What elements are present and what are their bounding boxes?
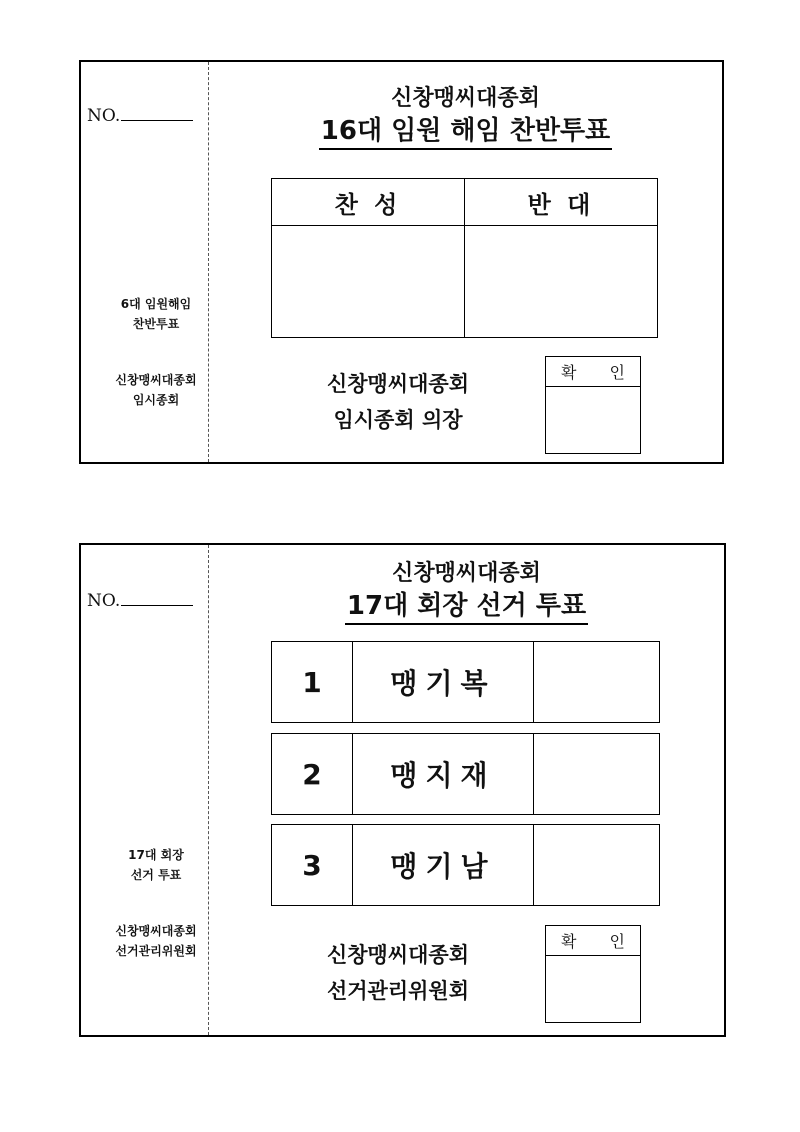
stub-ballot-title-line: 6대 임원해임 [120,297,192,311]
candidate-row[interactable] [271,824,660,906]
stub-issuer-line: 임시종회 [132,393,180,407]
stub-issuer-line: 신창맹씨대종회 [115,924,197,938]
serial-number-blank[interactable] [121,106,193,121]
candidate-vote-box[interactable] [534,825,659,905]
candidate-name: 맹지재 [353,734,534,814]
serial-number-blank[interactable] [121,591,193,606]
stub-issuer [81,921,231,961]
serial-number-field [87,106,193,126]
authority-line: 신창맹씨대종회 [326,943,469,967]
stub-issuer-line: 신창맹씨대종회 [115,373,197,387]
candidate-vote-box[interactable] [534,734,659,814]
stub-issuer-line: 선거관리위원회 [115,944,197,958]
confirmation-stamp-box[interactable] [545,356,641,454]
ballot-stub [81,545,209,1035]
ballot-header [209,559,724,625]
candidate-number: 1 [272,642,353,722]
ballot-header [209,84,722,150]
candidate-row[interactable] [271,733,660,815]
option-approve-box[interactable] [272,226,464,337]
candidate-row[interactable] [271,641,660,723]
serial-number-label: NO. [87,591,121,611]
stub-ballot-title-line: 17대 회장 [128,848,184,862]
option-oppose-box[interactable] [465,226,657,337]
stub-ballot-title [81,294,231,334]
serial-number-field [87,591,193,611]
confirmation-stamp-area[interactable] [546,387,640,453]
authority-line: 선거관리위원회 [326,979,469,1003]
authority-line: 임시종회 의장 [333,408,463,432]
stub-issuer [81,370,231,410]
authority-line: 신창맹씨대종회 [326,372,469,396]
confirmation-stamp-area[interactable] [546,956,640,1022]
stub-ballot-title [81,845,231,885]
confirmation-label: 확 인 [546,926,640,956]
stub-ballot-title-line: 선거 투표 [130,868,182,882]
issuing-authority [295,366,501,438]
candidate-number: 3 [272,825,353,905]
dismissal-ballot [79,60,724,464]
option-oppose-label: 반 대 [465,179,657,226]
issuing-authority [295,937,501,1009]
candidate-name: 맹기복 [353,642,534,722]
candidate-number: 2 [272,734,353,814]
ballot-stub [81,62,209,462]
option-approve[interactable] [272,179,464,337]
option-oppose[interactable] [464,179,657,337]
org-name: 신창맹씨대종회 [391,86,540,111]
org-name: 신창맹씨대종회 [392,561,541,586]
candidate-vote-box[interactable] [534,642,659,722]
ballot-title: 16대 임원 해임 찬반투표 [319,114,612,150]
election-ballot [79,543,726,1037]
confirmation-label: 확 인 [546,357,640,387]
candidate-name: 맹기남 [353,825,534,905]
ballot-title: 17대 회장 선거 투표 [345,589,588,625]
confirmation-stamp-box[interactable] [545,925,641,1023]
option-approve-label: 찬 성 [272,179,464,226]
vote-table [271,178,658,338]
serial-number-label: NO. [87,106,121,126]
stub-ballot-title-line: 찬반투표 [132,317,180,331]
